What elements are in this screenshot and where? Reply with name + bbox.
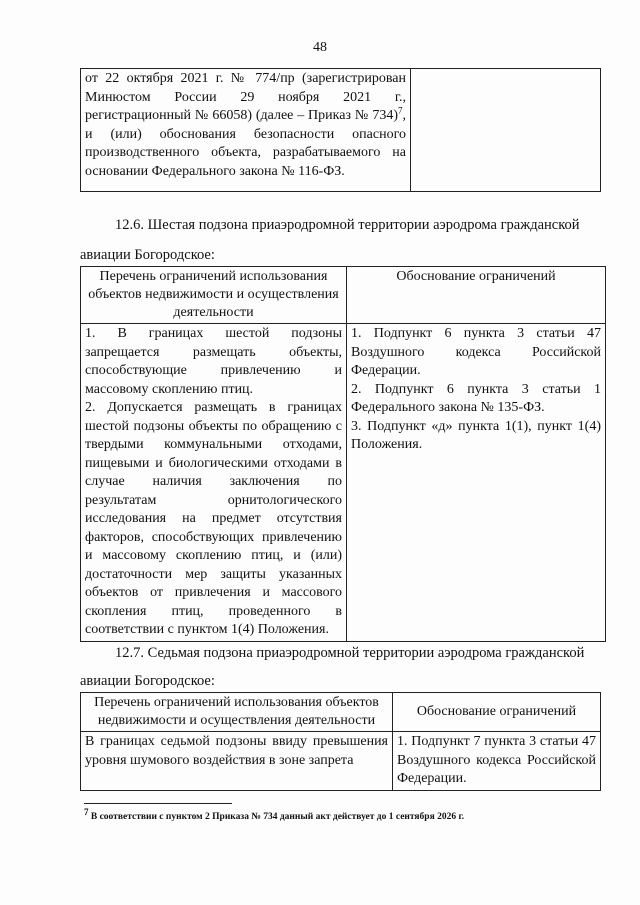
justification-item: 1. Подпункт 6 пункта 3 статьи 47 Воздушного кодекса Российской Федерации. xyxy=(351,326,601,378)
restrictions-cell xyxy=(81,324,347,642)
continued-justification-cell xyxy=(411,69,601,192)
section-6-table xyxy=(80,266,606,642)
column-header-restrictions: Перечень ограничений использования объектов недвижимости и осуществления деятельности xyxy=(81,693,393,732)
section-7-heading-cont: авиации Богородское: xyxy=(80,673,215,689)
table-row xyxy=(81,69,601,192)
footnote xyxy=(84,807,604,823)
restriction-item: 2. Допускается размещать в границах шестой подзоны объекты по обращению с твердыми коммунальными отходами, пищевыми и биологическими отходами в случае наличия заключения по результатам орнитологического исследования на предмет отсутствия факторов, способствующих привлечению и массовому скоплению птиц, и (или) достаточности мер защиты указанных объектов от привлечения и массового скопления птиц, проведенного в соответствии с пунктом 1(4) Положения. xyxy=(85,400,342,637)
table-header-row xyxy=(81,693,601,732)
section-6-heading-cont: авиации Богородское: xyxy=(80,247,215,263)
column-header-restrictions: Перечень ограничений использования объектов недвижимости и осуществления деятельности xyxy=(81,267,347,324)
footnote-text: В соответствии с пунктом 2 Приказа № 734 данный акт действует до 1 сентября 2026 г. xyxy=(90,812,465,823)
footnote-separator xyxy=(84,803,232,804)
continued-restriction-cell xyxy=(81,69,411,192)
section-7-heading: 12.7. Седьмая подзона приаэродромной территории аэродрома гражданской xyxy=(115,645,585,661)
page-number: 48 xyxy=(313,40,327,55)
justification-item: 3. Подпункт «д» пункта 1(1), пункт 1(4) Положения. xyxy=(351,418,601,452)
continued-restriction-text-rest: , и (или) обоснования безопасности опасного производственного объекта, разрабатываемого на основании Федерального закона № 116-ФЗ. xyxy=(85,108,406,179)
restriction-item: 1. В границах шестой подзоны запрещается размещать объекты, способствующие привлечению и массовому скоплению птиц. xyxy=(85,326,342,397)
table-row xyxy=(81,732,601,791)
continued-table xyxy=(80,68,601,192)
column-header-justification: Обоснование ограничений xyxy=(347,267,606,324)
continued-restriction-text: от 22 октября 2021 г. № 774/пр (зарегистрирован Минюстом России 29 ноября 2021 г., регистрационный № 66058) (далее – Приказ № 734) xyxy=(85,71,406,123)
section-6-heading: 12.6. Шестая подзона приаэродромной территории аэродрома гражданской xyxy=(115,217,580,233)
justification-cell: 1. Подпункт 7 пункта 3 статьи 47 Воздушного кодекса Российской Федерации. xyxy=(393,732,601,791)
section-7-table xyxy=(80,692,601,791)
column-header-justification: Обоснование ограничений xyxy=(393,693,601,732)
table-row xyxy=(81,324,606,642)
justifications-cell xyxy=(347,324,606,642)
table-header-row xyxy=(81,267,606,324)
footnote-reference: 7 xyxy=(398,105,403,116)
restriction-cell: В границах седьмой подзоны ввиду превышения уровня шумового воздействия в зоне запрета xyxy=(81,732,393,791)
footnote-mark: 7 xyxy=(84,807,89,817)
justification-item: 2. Подпункт 6 пункта 3 статьи 1 Федерального закона № 135-ФЗ. xyxy=(351,381,601,415)
